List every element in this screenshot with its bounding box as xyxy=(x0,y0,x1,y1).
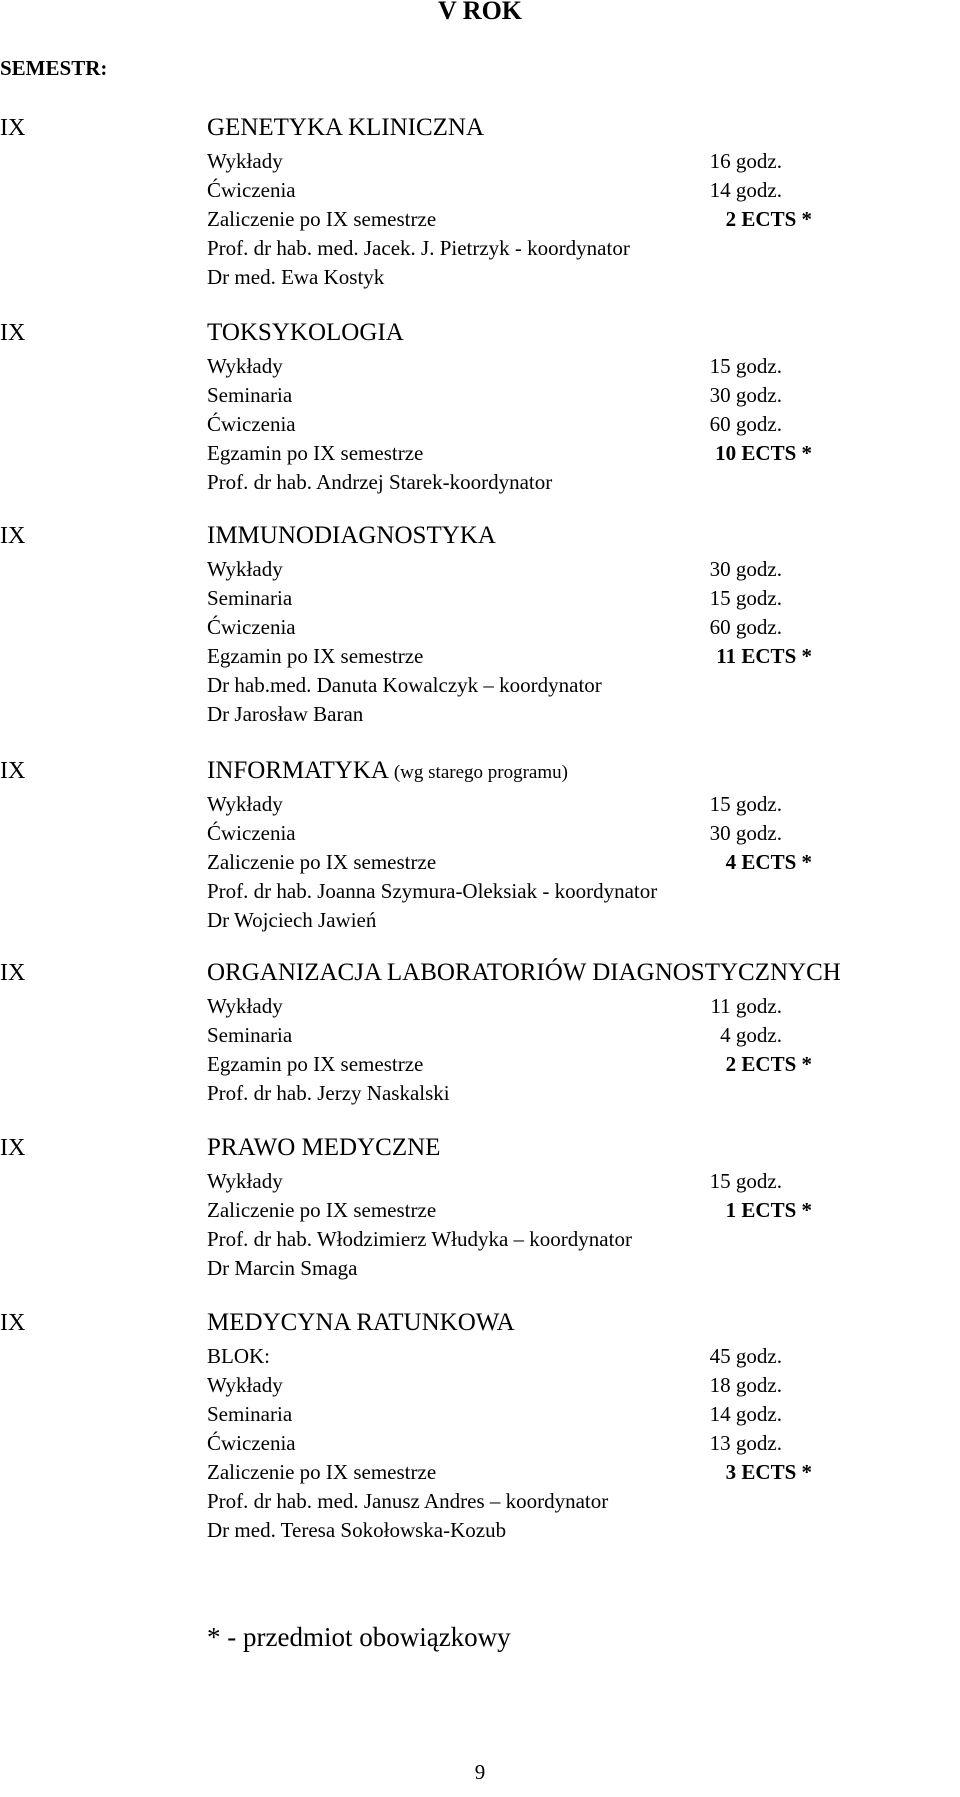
course-hours-row xyxy=(207,1400,812,1429)
course-hours-row xyxy=(207,147,812,176)
course-title: ORGANIZACJA LABORATORIÓW DIAGNOSTYCZNYCH xyxy=(207,959,841,986)
staff-name: Dr hab.med. Danuta Kowalczyk – koordynator xyxy=(207,673,602,697)
staff-name: Dr med. Teresa Sokołowska-Kozub xyxy=(207,1518,507,1542)
course-name xyxy=(207,520,496,552)
row-label: Egzamin po IX semestrze xyxy=(207,1052,424,1076)
staff-name: Dr Marcin Smaga xyxy=(207,1256,358,1280)
course-hours-row xyxy=(207,1021,812,1050)
hours-value: 13 godz. xyxy=(709,1431,782,1455)
course-name xyxy=(207,317,404,349)
row-label: Ćwiczenia xyxy=(207,178,296,202)
hours-value: 30 godz. xyxy=(709,821,782,845)
course-staff-row xyxy=(207,1516,812,1545)
ects-value: 4 ECTS * xyxy=(725,850,812,874)
row-label: Seminaria xyxy=(207,383,293,407)
course-title: INFORMATYKA xyxy=(207,757,388,784)
hours-value: 15 godz. xyxy=(709,1169,782,1193)
ects-value: 1 ECTS * xyxy=(725,1198,812,1222)
staff-name: Prof. dr hab. Włodzimierz Włudyka – koordynator xyxy=(207,1227,632,1251)
legend-note: * - przedmiot obowiązkowy xyxy=(207,1622,511,1652)
course-note: (wg starego programu) xyxy=(393,762,568,783)
row-label: Zaliczenie po IX semestrze xyxy=(207,207,437,231)
semester-code: IX xyxy=(0,320,26,346)
hours-value: 45 godz. xyxy=(709,1344,782,1368)
semester-code: IX xyxy=(0,960,26,986)
course-name xyxy=(207,1307,515,1339)
hours-value: 15 godz. xyxy=(709,792,782,816)
row-label: Wykłady xyxy=(207,994,283,1018)
row-label: Wykłady xyxy=(207,354,283,378)
staff-name: Dr Jarosław Baran xyxy=(207,702,364,726)
course-staff-row xyxy=(207,700,812,729)
course-ects-row xyxy=(207,1196,812,1225)
staff-name: Prof. dr hab. Andrzej Starek-koordynator xyxy=(207,470,553,494)
course-hours-row xyxy=(207,1371,812,1400)
semester-code: IX xyxy=(0,1310,26,1336)
course-ects-row xyxy=(207,1458,812,1487)
course-ects-row xyxy=(207,1050,812,1079)
staff-name: Dr med. Ewa Kostyk xyxy=(207,265,385,289)
course-staff-row xyxy=(207,671,812,700)
semester-code: IX xyxy=(0,523,26,549)
course-ects-row xyxy=(207,439,812,468)
hours-value: 14 godz. xyxy=(709,178,782,202)
course-hours-row xyxy=(207,1167,812,1196)
ects-value: 2 ECTS * xyxy=(725,1052,812,1076)
staff-name: Dr Wojciech Jawień xyxy=(207,908,377,932)
course-staff-row xyxy=(207,906,812,935)
hours-value: 15 godz. xyxy=(709,354,782,378)
course-name xyxy=(207,1132,440,1164)
row-label: Ćwiczenia xyxy=(207,821,296,845)
course-details xyxy=(207,1342,812,1545)
ects-value: 3 ECTS * xyxy=(725,1460,812,1484)
course-details xyxy=(207,992,812,1108)
row-label: Wykłady xyxy=(207,1373,283,1397)
course-staff-row xyxy=(207,234,812,263)
course-details xyxy=(207,555,812,729)
course-details xyxy=(207,790,812,935)
row-label: BLOK: xyxy=(207,1344,270,1368)
course-hours-row xyxy=(207,176,812,205)
course-staff-row xyxy=(207,1487,812,1516)
hours-value: 18 godz. xyxy=(709,1373,782,1397)
course-title: IMMUNODIAGNOSTYKA xyxy=(207,522,496,549)
row-label: Seminaria xyxy=(207,1023,293,1047)
staff-name: Prof. dr hab. med. Janusz Andres – koordynator xyxy=(207,1489,609,1513)
semester-label: SEMESTR: xyxy=(0,56,108,80)
hours-value: 16 godz. xyxy=(709,149,782,173)
semester-code: IX xyxy=(0,115,26,141)
hours-value: 15 godz. xyxy=(709,586,782,610)
course-name xyxy=(207,112,484,144)
course-ects-row xyxy=(207,848,812,877)
hours-value: 30 godz. xyxy=(709,383,782,407)
row-label: Egzamin po IX semestrze xyxy=(207,644,424,668)
course-hours-row xyxy=(207,1429,812,1458)
staff-name: Prof. dr hab. med. Jacek. J. Pietrzyk - koordynator xyxy=(207,236,630,260)
row-label: Wykłady xyxy=(207,792,283,816)
course-staff-row xyxy=(207,877,812,906)
course-hours-row xyxy=(207,410,812,439)
course-staff-row xyxy=(207,1225,812,1254)
course-details xyxy=(207,352,812,497)
row-label: Seminaria xyxy=(207,1402,293,1426)
course-staff-row xyxy=(207,1254,812,1283)
course-hours-row xyxy=(207,555,812,584)
course-hours-row xyxy=(207,381,812,410)
hours-value: 11 godz. xyxy=(710,994,782,1018)
course-staff-row xyxy=(207,1079,812,1108)
row-label: Wykłady xyxy=(207,149,283,173)
hours-value: 30 godz. xyxy=(709,557,782,581)
staff-name: Prof. dr hab. Joanna Szymura-Oleksiak - koordynator xyxy=(207,879,658,903)
course-hours-row xyxy=(207,819,812,848)
page-title: V ROK xyxy=(437,0,523,25)
course-ects-row xyxy=(207,642,812,671)
ects-value: 11 ECTS * xyxy=(716,644,812,668)
course-details xyxy=(207,1167,812,1283)
row-label: Zaliczenie po IX semestrze xyxy=(207,850,437,874)
row-label: Wykłady xyxy=(207,1169,283,1193)
page-number: 9 xyxy=(474,1760,486,1784)
course-hours-row xyxy=(207,584,812,613)
ects-value: 2 ECTS * xyxy=(725,207,812,231)
semester-code: IX xyxy=(0,1135,26,1161)
hours-value: 60 godz. xyxy=(709,615,782,639)
staff-name: Prof. dr hab. Jerzy Naskalski xyxy=(207,1081,450,1105)
row-label: Zaliczenie po IX semestrze xyxy=(207,1460,437,1484)
row-label: Seminaria xyxy=(207,586,293,610)
course-hours-row xyxy=(207,352,812,381)
course-details xyxy=(207,147,812,292)
course-hours-row xyxy=(207,992,812,1021)
course-title: TOKSYKOLOGIA xyxy=(207,319,404,346)
row-label: Wykłady xyxy=(207,557,283,581)
course-name xyxy=(207,755,568,789)
row-label: Ćwiczenia xyxy=(207,1431,296,1455)
course-title: PRAWO MEDYCZNE xyxy=(207,1134,441,1161)
course-staff-row xyxy=(207,263,812,292)
hours-value: 4 godz. xyxy=(720,1023,782,1047)
course-staff-row xyxy=(207,468,812,497)
row-label: Ćwiczenia xyxy=(207,615,296,639)
course-hours-row xyxy=(207,1342,812,1371)
row-label: Zaliczenie po IX semestrze xyxy=(207,1198,437,1222)
semester-code: IX xyxy=(0,758,26,784)
course-hours-row xyxy=(207,790,812,819)
course-ects-row xyxy=(207,205,812,234)
hours-value: 60 godz. xyxy=(709,412,782,436)
hours-value: 14 godz. xyxy=(709,1402,782,1426)
row-label: Ćwiczenia xyxy=(207,412,296,436)
course-hours-row xyxy=(207,613,812,642)
row-label: Egzamin po IX semestrze xyxy=(207,441,424,465)
course-title: GENETYKA KLINICZNA xyxy=(207,114,485,141)
ects-value: 10 ECTS * xyxy=(715,441,812,465)
course-name xyxy=(207,957,841,989)
course-title: MEDYCYNA RATUNKOWA xyxy=(207,1309,515,1336)
